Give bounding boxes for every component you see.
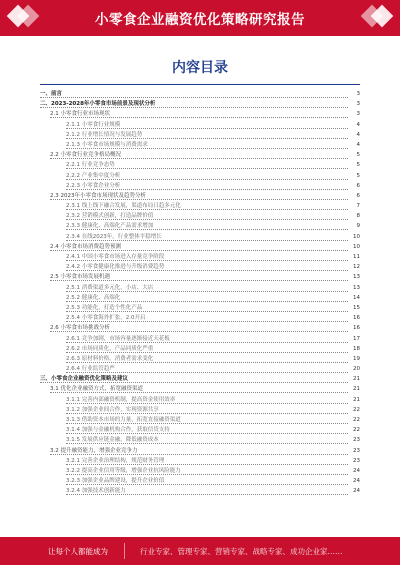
toc-entry-page: 5 xyxy=(356,172,360,179)
toc-entry[interactable] xyxy=(40,252,360,262)
toc-entry-page: 3 xyxy=(356,111,360,118)
toc-entry[interactable] xyxy=(40,456,360,466)
toc-entry-text: 3.1.4 加强与金融机构合作，获取信贷支持 xyxy=(66,427,170,434)
toc-entry-page: 3 xyxy=(356,101,360,108)
toc-entry-page: 18 xyxy=(353,345,360,352)
toc-entry-page: 10 xyxy=(353,243,360,250)
toc-entry-text: 2.2.1 行业竞争态势 xyxy=(66,162,115,169)
toc-entry-text: 2.3.3 健康化、高端化产品需求增加 xyxy=(66,223,154,230)
toc-entry[interactable] xyxy=(40,303,360,313)
toc-entry-page: 12 xyxy=(353,264,360,271)
toc-entry[interactable] xyxy=(40,242,360,252)
toc-entry[interactable] xyxy=(40,171,360,181)
toc-entry-text: 2.6.3 原材料价格，消费者需求变化 xyxy=(66,355,154,362)
toc-entry-page: 21 xyxy=(353,376,360,383)
toc-entry-text: 2.6.4 行业监管趋严 xyxy=(66,366,115,373)
toc-entry-page: 13 xyxy=(353,274,360,281)
toc-entry-page: 23 xyxy=(353,447,360,454)
toc-entry-page: 11 xyxy=(353,254,360,260)
toc-entry[interactable] xyxy=(40,446,360,456)
toc-entry-text: 二、2023-2028年小零食市场前景及现状分析 xyxy=(40,101,156,108)
toc-entry-text: 2.4.1 中国小零食市场进入存量竞争阶段 xyxy=(66,254,165,260)
footer-divider xyxy=(124,543,125,559)
toc-entry-text: 2.6 小零食市场挑战分析 xyxy=(50,325,110,332)
toc-entry-text: 2.2.3 小零食企业分析 xyxy=(66,182,121,189)
toc-heading: 内容目录 xyxy=(172,60,228,76)
toc-entry[interactable] xyxy=(40,435,360,445)
toc-entry-text: 2.3.2 营销模式创新，打造品牌价值 xyxy=(66,213,154,220)
toc-entry-text: 3.2 提升融资能力，增强企业竞争力 xyxy=(50,447,138,454)
toc-entry-page: 3 xyxy=(356,91,360,97)
toc-entry[interactable] xyxy=(40,262,360,272)
toc-entry[interactable] xyxy=(40,109,360,119)
toc-entry[interactable] xyxy=(40,130,360,140)
toc-entry[interactable] xyxy=(40,374,360,384)
toc-entry-text: 3.2.4 加强技术创新能力 xyxy=(66,488,126,495)
toc-entry-page: 16 xyxy=(353,325,360,332)
toc-entry-text: 3.1.2 加强企业间合作，实现资源共享 xyxy=(66,406,159,413)
toc-entry-text: 2.3.4 在线2023年，行业整体平稳增长 xyxy=(66,233,162,240)
header-bar xyxy=(0,0,400,36)
toc-entry[interactable] xyxy=(40,415,360,425)
toc-entry-text: 一、前言 xyxy=(40,91,63,97)
toc-entry-text: 2.1.3 小零食市场规模与消费需求 xyxy=(66,141,148,148)
toc-entry-page: 10 xyxy=(353,233,360,240)
toc-divider xyxy=(40,84,360,85)
toc-entry-text: 3.1 优化企业融资方式，拓宽融资渠道 xyxy=(50,386,143,393)
toc-entry-text: 2.4 小零食市场消费趋势预测 xyxy=(50,243,121,250)
toc-entry-page: 13 xyxy=(353,284,360,291)
toc-entry-page: 20 xyxy=(353,366,360,373)
toc-entry[interactable] xyxy=(40,313,360,323)
toc-entry[interactable] xyxy=(40,99,360,109)
toc-entry-page: 21 xyxy=(353,386,360,393)
toc-entry-text: 2.2.2 产业集中度分析 xyxy=(66,172,121,179)
toc-entry-text: 3.2.3 加强企业品牌建设，提升企业价值 xyxy=(66,478,165,485)
toc-entry-text: 2.6.2 市场同质化，产品同质化严重 xyxy=(66,345,154,352)
toc-entry-page: 16 xyxy=(353,315,360,322)
toc-entry-text: 2.2 小零食行业竞争格局概况 xyxy=(50,152,121,159)
table-of-contents xyxy=(40,89,360,497)
toc-entry-page: 15 xyxy=(353,304,360,311)
toc-entry[interactable] xyxy=(40,191,360,201)
toc-entry-page: 4 xyxy=(356,131,360,138)
toc-entry-text: 3.1.3 借助资本市场的力量，拓宽直接融资渠道 xyxy=(66,417,181,423)
toc-entry-text: 三、小零食企业融资优化策略及建议 xyxy=(40,376,129,383)
toc-entry-text: 2.1 小零食行业市场现状 xyxy=(50,111,110,118)
toc-entry-text: 2.4.2 小零食健康化推进与升级消费趋势 xyxy=(66,264,165,271)
toc-entry-page: 6 xyxy=(356,192,360,199)
toc-entry-page: 7 xyxy=(356,203,360,210)
toc-entry[interactable] xyxy=(40,405,360,415)
toc-entry-text: 3.1.1 完善内部融资机制，提高资金使用效率 xyxy=(66,396,176,403)
footer-slogan: 让每个人都能成为 xyxy=(48,547,108,556)
toc-entry-text: 3.2.1 完善企业治理结构，规范财务管理 xyxy=(66,457,165,464)
toc-entry[interactable] xyxy=(40,395,360,405)
toc-entry-page: 22 xyxy=(353,406,360,413)
toc-entry[interactable] xyxy=(40,323,360,333)
document-title: 小零食企业融资优化策略研究报告 xyxy=(95,12,305,28)
toc-entry[interactable] xyxy=(40,334,360,344)
toc-entry-page: 21 xyxy=(353,396,360,403)
toc-entry-page: 6 xyxy=(356,182,360,189)
toc-entry[interactable] xyxy=(40,211,360,221)
toc-entry[interactable] xyxy=(40,293,360,303)
toc-entry-page: 5 xyxy=(356,152,360,159)
toc-entry-page: 5 xyxy=(356,162,360,169)
toc-entry-page: 9 xyxy=(356,223,360,230)
toc-entry-page: 24 xyxy=(353,488,360,495)
toc-entry-text: 2.5.3 功能化，打造个性化产品 xyxy=(66,304,143,311)
toc-entry[interactable] xyxy=(40,344,360,354)
toc-entry[interactable] xyxy=(40,466,360,476)
toc-entry-page: 14 xyxy=(353,294,360,301)
toc-entry[interactable] xyxy=(40,201,360,211)
toc-entry[interactable] xyxy=(40,476,360,486)
toc-entry-text: 2.1.1 小零食行业规模 xyxy=(66,121,121,128)
toc-entry-text: 3.1.5 发展供应链金融，降低融资成本 xyxy=(66,437,159,444)
toc-entry[interactable] xyxy=(40,364,360,374)
toc-entry-page: 23 xyxy=(353,437,360,444)
toc-entry-page: 23 xyxy=(353,457,360,464)
toc-entry[interactable] xyxy=(40,150,360,160)
toc-entry-text: 2.5.1 消费渠道多元化，小店、大店 xyxy=(66,284,154,291)
toc-entry-page: 22 xyxy=(353,417,360,423)
toc-entry[interactable] xyxy=(40,140,360,150)
toc-entry[interactable] xyxy=(40,486,360,496)
toc-entry[interactable] xyxy=(40,160,360,170)
toc-entry[interactable] xyxy=(40,221,360,231)
toc-entry-text: 3.2.2 提高企业信用等级，增强企业抗风险能力 xyxy=(66,467,181,474)
toc-entry-text: 2.3.1 线上线下融合发展，渠道布局日趋多元化 xyxy=(66,203,181,210)
toc-entry-page: 17 xyxy=(353,335,360,342)
toc-entry-page: 8 xyxy=(356,213,360,220)
toc-entry-text: 2.1.2 行业增长情况与发展趋势 xyxy=(66,131,143,138)
toc-entry-text: 2.5.2 健康化、高端化 xyxy=(66,294,121,301)
toc-entry[interactable] xyxy=(40,283,360,293)
toc-entry-text: 2.6.1 竞争加剧，市场容量逐渐接近天花板 xyxy=(66,335,170,342)
toc-entry[interactable] xyxy=(40,384,360,394)
toc-entry[interactable] xyxy=(40,354,360,364)
toc-entry-text: 2.5 小零食市场发展机遇 xyxy=(50,274,110,281)
toc-entry-text: 2.3 2023年小零食市场现状及趋势分析 xyxy=(50,192,146,199)
toc-entry-page: 24 xyxy=(353,478,360,485)
toc-entry[interactable] xyxy=(40,425,360,435)
toc-entry-page: 24 xyxy=(353,467,360,474)
toc-entry[interactable] xyxy=(40,89,360,99)
toc-entry[interactable] xyxy=(40,181,360,191)
toc-entry-text: 2.5.4 小零食海外扩张，2.0开启 xyxy=(66,315,146,322)
toc-entry[interactable] xyxy=(40,120,360,130)
toc-entry[interactable] xyxy=(40,232,360,242)
toc-entry-page: 19 xyxy=(353,355,360,362)
toc-entry-page: 4 xyxy=(356,141,360,148)
toc-entry-page: 22 xyxy=(353,427,360,434)
toc-entry[interactable] xyxy=(40,272,360,282)
footer-tagline: 行业专家、管理专家、营销专家、战略专家、成功企业家…… xyxy=(140,547,343,556)
toc-entry-page: 4 xyxy=(356,121,360,128)
footer-bar xyxy=(0,537,400,565)
